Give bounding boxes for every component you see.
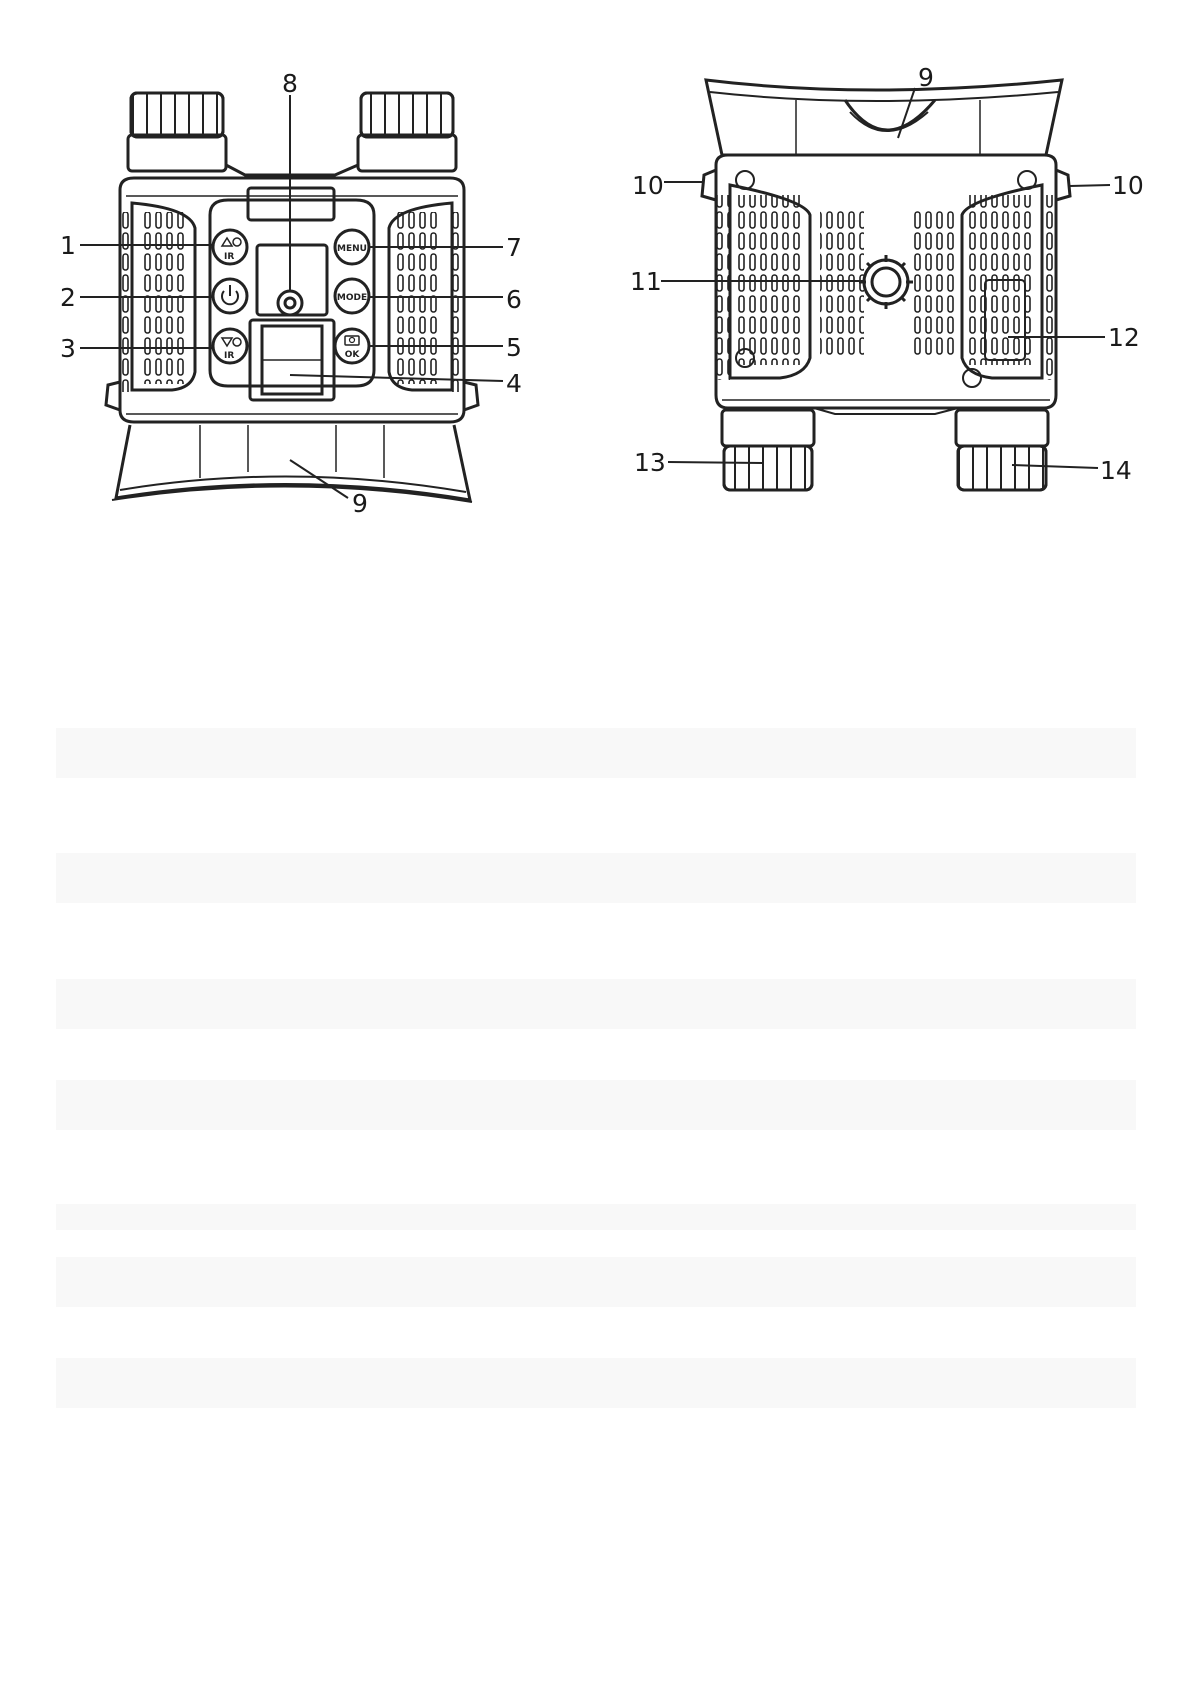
lens-window — [257, 245, 327, 315]
right-focus-knob — [358, 93, 456, 171]
mode-button[interactable] — [335, 279, 369, 313]
ir-down-label: IR — [224, 351, 235, 361]
callout-13: 13 — [634, 448, 666, 477]
callout-2: 2 — [60, 283, 76, 312]
front-view — [80, 93, 503, 502]
front-eyecup — [112, 425, 472, 502]
left-focus-knob — [128, 93, 226, 171]
callout-7: 7 — [506, 233, 522, 262]
callout-11: 11 — [630, 267, 662, 296]
zoom-out-ir-down-button[interactable] — [213, 329, 247, 363]
callout-14: 14 — [1100, 456, 1132, 485]
tripod-mount — [859, 255, 913, 309]
table-stripe — [56, 1358, 1136, 1408]
table-stripe — [56, 853, 1136, 903]
ok-label: OK — [344, 350, 360, 360]
rear-left-grip — [716, 185, 810, 380]
table-stripe — [56, 1257, 1136, 1307]
callout-10-left: 10 — [632, 171, 664, 200]
callout-10-right: 10 — [1112, 171, 1144, 200]
menu-label: MENU — [337, 244, 367, 254]
ir-lamp — [278, 291, 302, 315]
table-stripe — [56, 728, 1136, 778]
callout-12: 12 — [1108, 323, 1140, 352]
table-stripe — [56, 979, 1136, 1029]
power-button[interactable] — [213, 279, 247, 313]
rear-left-knob — [722, 410, 814, 490]
callout-4: 4 — [506, 369, 522, 398]
callout-6: 6 — [506, 285, 522, 314]
callout-1: 1 — [60, 231, 76, 260]
menu-button[interactable] — [335, 230, 369, 264]
callout-5: 5 — [506, 333, 522, 362]
photo-ok-button[interactable] — [335, 329, 369, 363]
table-stripe — [56, 1080, 1136, 1130]
callout-9-front: 9 — [352, 489, 368, 518]
ir-up-label: IR — [224, 252, 235, 262]
objective-lens — [250, 320, 334, 400]
front-leader-lines — [80, 95, 503, 498]
table-stripe — [56, 1204, 1136, 1230]
back-view — [661, 80, 1110, 490]
callout-9-back: 9 — [918, 63, 934, 92]
zoom-in-ir-up-button[interactable] — [213, 230, 247, 264]
rear-right-knob — [956, 410, 1048, 490]
callout-3: 3 — [60, 334, 76, 363]
rear-right-grip — [962, 185, 1056, 380]
rear-eyecup — [706, 80, 1062, 155]
callout-8: 8 — [282, 69, 298, 98]
mode-label: MODE — [336, 293, 368, 303]
